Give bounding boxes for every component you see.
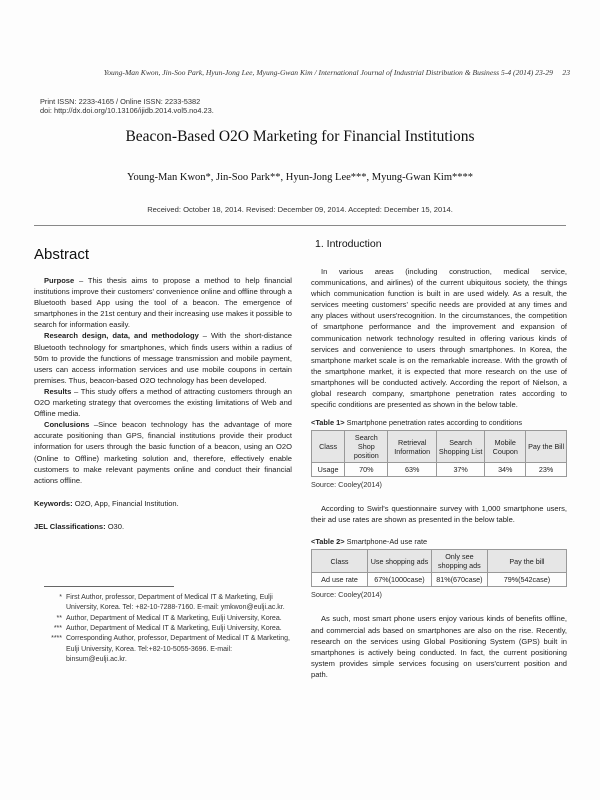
table2-header: Use shopping ads [368,550,432,573]
footnote [34,593,292,614]
design-text: – With the short-distance Bluetooth technology for smartphones, which finds users within a radius of 50m to provide the functions of message transmission and mobile payment, users can access information services and use mobile coupons in certain premises. Thus, beacon-based O2O technology has been developed. [34,331,292,385]
table-row [312,573,567,587]
intro-paragraph-1: In various areas (including construction, medical service, communications, and airlines) of the current ubiquitous society, the things which communication function is built in are used widely. As a result, the services meeting customers' specific needs are provided at any times and any places without users'recognition. In the circumstances, the competition of smartphone performance and the improvement and expansion of communication network technology resulted in offering various kinds of services and convenience to users through smartphones. In Korea, the smartphone market scale is on the remarkable increase. With the growth of the smartphone market, it is expected that more research on the use of smartphones will be conducted actively. According the report of Nielson, a global research company, smartphone penetration rates according to specific conditions are presented as shown in the below table. [311,267,567,410]
purpose-label: Purpose [44,276,75,285]
table2-header: Class [312,550,368,573]
running-head [30,68,570,77]
jel-label: JEL Classifications: [34,521,106,531]
abstract-results [34,386,292,419]
table2-tag: <Table 2> [311,537,345,547]
paper-title: Beacon-Based O2O Marketing for Financial Institutions [125,128,475,145]
table1-cell: 63% [388,463,436,477]
issn-line: Print ISSN: 2233-4165 / Online ISSN: 2233-5382 [40,97,201,106]
results-text: – This study offers a method of attracting customers through an O2O marketing strategy that overcomes the existing limitations of Web and Offline media. [34,386,292,419]
abstract-conclusions [34,419,292,486]
purpose-text: – This thesis aims to propose a method to help financial institutions improve their customers' convenience online and offline through a Bluetooth based App using the tool of a beacon. The emergence of smartphones in the 21st century and their increasing use makes it possible to search for information easily. [34,276,292,330]
table1-header: Mobile Coupon [485,431,526,463]
table1-cell: 37% [436,463,484,477]
results-label: Results [44,386,72,396]
table2-header-row [312,550,567,573]
running-head-text: Young-Man Kwon, Jin-Soo Park, Hyun-Jong Lee, Myung-Gwan Kim / International Journal of Industrial Distribution & Business 5-4 (2014) 23-29 [103,68,553,77]
footnote-mark: *** [53,625,62,632]
table2-cell: 79%(542case) [487,573,566,587]
table1-header: Retrieval Information [388,431,436,463]
left-column [34,240,292,666]
table2-header: Only see shopping ads [431,550,487,573]
footnote-rule [44,586,174,587]
footnote-text: Author, Department of Medical IT & Marketing, Eulji University, Korea. [66,614,282,622]
intro-heading: 1. Introduction [315,238,382,250]
abstract-purpose [34,275,292,330]
footnote-text: First Author, professor, Department of Medical IT & Marketing, Eulji University, Korea. Tel: +82-10-7288-7160. E-mail: ymkwon@eulji.ac.kr. [66,593,285,612]
table1-header: Search Shop position [345,431,388,463]
design-label: Research design, data, and methodology [44,331,199,341]
table1-caption [311,418,567,427]
abstract-heading: Abstract [34,246,90,263]
author-list: Young-Man Kwon*, Jin-Soo Park**, Hyun-Jong Lee***, Myung-Gwan Kim**** [126,172,473,183]
abstract-design [34,330,292,385]
table1-header: Pay the Bill [526,431,567,463]
footnote-mark: * [59,593,62,601]
table2-header: Pay the bill [487,550,566,573]
table1-caption-text: Smartphone penetration rates according to conditions [344,418,523,428]
table1-header: Class [312,431,345,463]
page-number: 23 [562,68,570,77]
doi-line: doi: http://dx.doi.org/10.13106/ijidb.2014.vol5.no4.23. [40,106,214,115]
footnote-mark: ** [56,614,62,622]
table-row [312,463,567,477]
table1-tag: <Table 1> [311,418,345,428]
jel-text: O30. [105,521,125,531]
table2-cell: 67%(1000case) [368,573,432,587]
table1-header-row [312,431,567,463]
header-divider [34,225,566,226]
conclusions-label: Conclusions [44,420,90,430]
table2 [311,549,567,587]
conclusions-text: –Since beacon technology has the advantage of more accurate positioning than GPS, financial institutions provide their product information for users through the basic function of a beacon, using an O2O (Online to Offline) marketing solution and, therefore, effectively enable customers to make relevant payments online and conduct their financial actions offline. [34,420,292,485]
table1 [311,430,567,477]
received-dates: Received: October 18, 2014. Revised: December 09, 2014. Accepted: December 15, 2014. [147,205,453,214]
table2-caption-text: Smartphone-Ad use rate [344,537,428,547]
table2-caption [311,537,567,546]
footnote [34,614,292,624]
table1-header: Search Shopping List [436,431,484,463]
intro-paragraph-3: As such, most smart phone users enjoy various kinds of benefits offline, and commercial ads based on smartphones are also on the rise. Recently, research on the services using Global Positioning System (GPS) built in smartphones is actively being conducted. In fact, the current positioning system provides simple services focusing on users'current position and path. [311,614,567,679]
footnote-text: Corresponding Author, professor, Department of Medical IT & Marketing, Eulji University, Korea. Tel:+82-10-5055-3696. E-mail: binsum@eulji.ac.kr. [66,635,290,664]
footnote [34,634,292,665]
issn-block [40,97,214,115]
footnote-text: Author, Department of Medical IT & Marketing, Eulji University, Korea. [66,625,282,632]
footnote [34,624,292,634]
table1-source: Source: Cooley(2014) [311,480,382,490]
table2-source: Source: Cooley(2014) [311,590,382,600]
footnote-mark: **** [51,635,62,643]
table1-cell: 23% [526,463,567,477]
right-column [311,236,567,680]
table2-cell: Ad use rate [312,573,368,587]
table1-cell: 34% [485,463,526,477]
table1-cell: 70% [345,463,388,477]
keywords-label: Keywords: [34,498,73,508]
keywords-line [34,498,292,509]
table1-cell: Usage [312,463,345,477]
jel-line [34,521,292,532]
keywords-text: O2O, App, Financial Institution. [72,498,179,508]
table2-cell: 81%(670case) [431,573,487,587]
intro-paragraph-2: According to Swirl's questionnaire survey with 1,000 smartphone users, their ad use rates are shown as presented in the below table. [311,504,567,525]
